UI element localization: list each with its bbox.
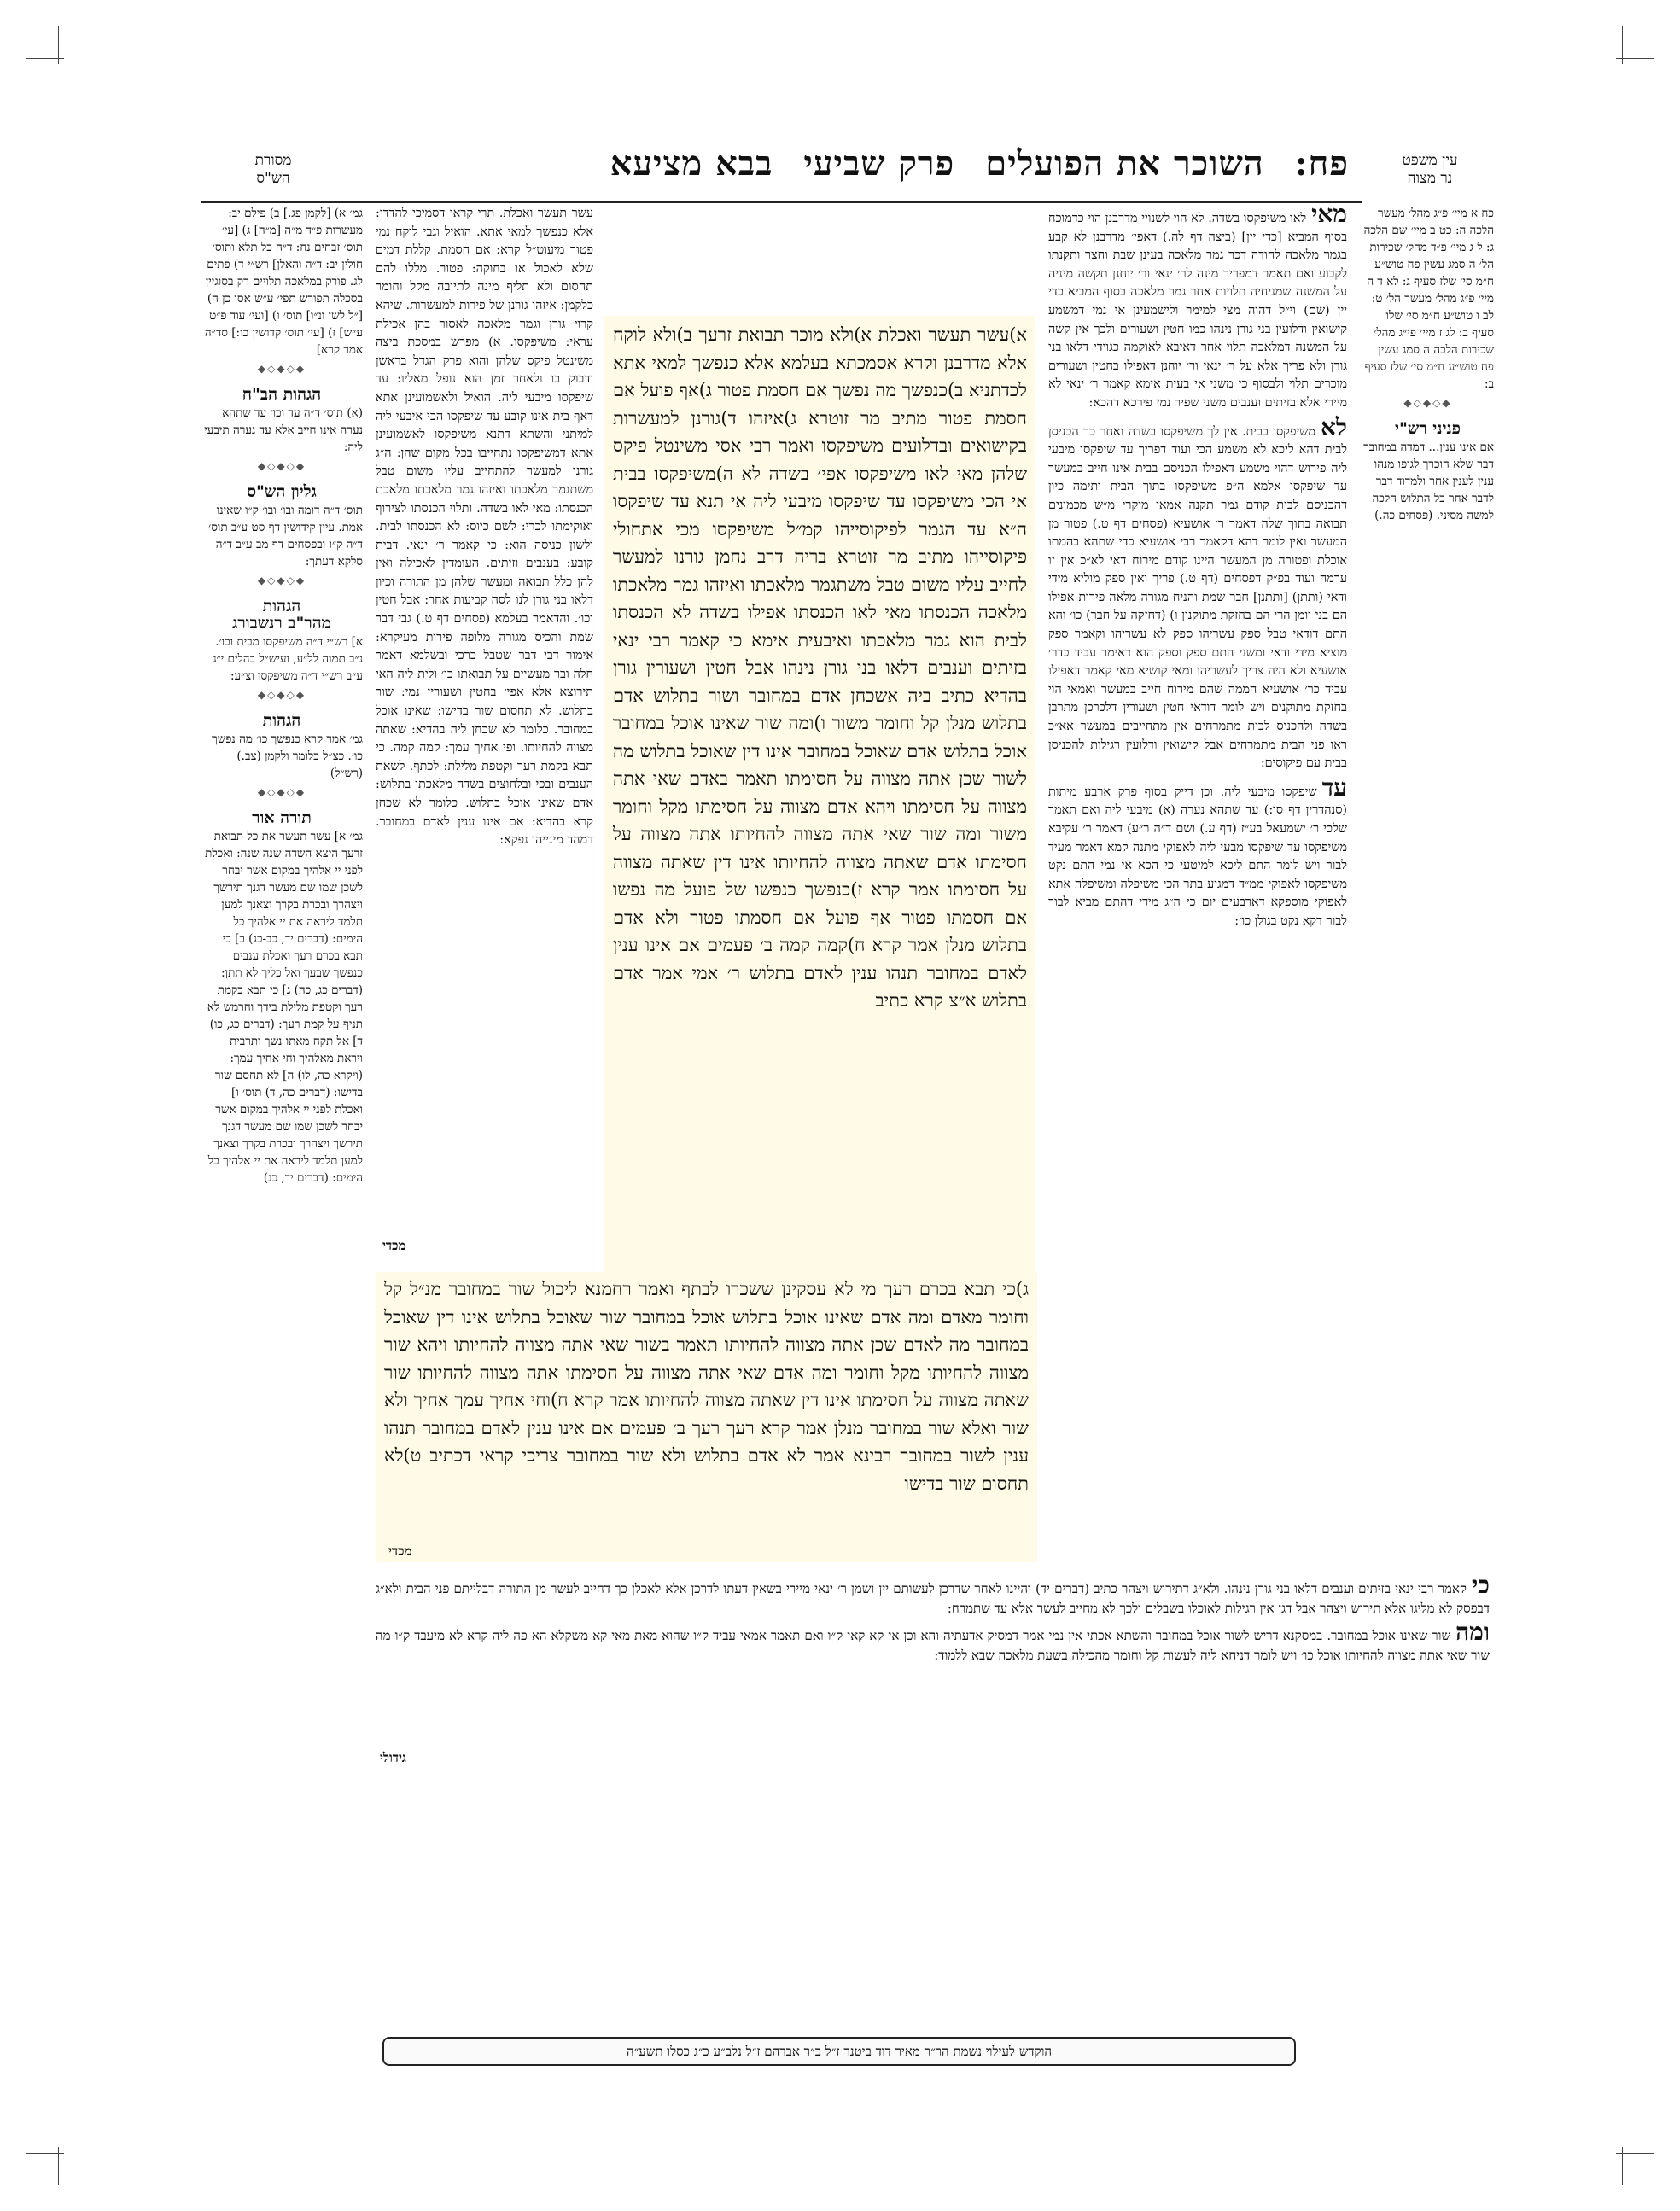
pnei-rashi-text: אם אינו ענין... דמדה במחובר דבר שלא הוכרך לגופו מנהו ענין לענין אחר ולמדוד דבר לדבר אחר כל התלוש הלכה למשה מסיני. (פסחים כה.) <box>1363 440 1494 522</box>
tosafot-lead-word: ומה <box>1455 1618 1490 1646</box>
tosafot-paragraph <box>376 1575 1490 1619</box>
torah-or-text: גמ׳ א] עשר תעשר את כל תבואת זרעך היצא השדה שנה שנה: ואכלת לפני יי אלהיך במקום אשר יבחר לשכן שמו שם מעשר דגנך תירשך ויצהרך ובכרת בקרך וצאנך למען תלמד ליראה את יי אלהיך כל הימים: (דברים יד, כב-כג) ב] כי תבא בכרם רעך ואכלת ענבים כנפשך שבעך ואל כליך לא תתן: (דברים כג, כה) ג] כי תבא בקמת רעך וקטפת מלילת בידך וחרמש לא תניף על קמת רעך: (דברים כג, כו) ד] אל תקח מאתו נשך ותרבית ויראת מאלהיך וחי אחיך עמך: (ויקרא כה, לו) ה] לא תחסם שור בדישו: (דברים כה, ד) תוס׳ ו] ואכלת לפני יי אלהיך במקום אשר יבחר לשכן שמו שם מעשר דגנך תירשך ויצהרך ובכרת בקרך וצאנך למען תלמד ליראה את יי אלהיך כל הימים: (דברים יד, כג) <box>205 830 363 1185</box>
hagahot-title: הגהות <box>262 711 301 730</box>
ein-mishpat-title: עין משפט נר מצוה <box>1402 152 1458 187</box>
tosafot-text: שיפקסו מיבעי ליה. וכן דייק בסוף פרק ארבע מיתות (סנהדרין דף סו:) עד שתהא נערה (א) מיבעי ליה ואם תאמר שלכי ר׳ ישמעאל בע״ז (דף ע.) ושם ד״ה ר״ע) דאמר ר׳ עקיבא משיפקסו עד שיפקסו מבעי ליה לאפוקי מתנה קמא דאמר מעיד לבור ויש לומר התם ליכא למיטעי כי הכא אי נמי התם נקט משיפקסו לאפוקי ממ״ד דמגיע בתר הכי משיפלה ומשיפלה אתא לאפוקי מוספקא דארבעים יום כי ה״ג מידי דהתם מביא לבור לבור דקא נקט בגולן כו׳: <box>1048 785 1347 928</box>
gemara-main-text: א)עשר תעשר ואכלת א)ולא מוכר תבואת זרעך ב)ולא לוקח אלא מדרבנן וקרא אסמכתא בעלמא אלא כנפשך למאי אתא לכדתניא ב)כנפשך מה נפשך אם חסמת פטור ג)אף פועל אם חסמת פטור מתיב מר זוטרא ג)איזהו ד)גורנן למעשרות בקישואים ובדלועים משיפקסו ואמר רבי אסי משינטל פיקס שלהן מאי לאו משיפקסו אפי׳ בשדה לא ה)משיפקסו בבית אי הכי משיפקסו עד שיפקסו מיבעי ליה אי תנא עד שיפקסו ה״א עד הגמר לפיקוסייהו קמ״ל משיפקסו מכי אתחולי פיקוסייהו מתיב מר זוטרא בריה דרב נחמן גורנו למעשר לחייב עליו משום טבל משתגמר מלאכתו ואיזהו גמר מלאכתו מלאכה הכנסתו מאי לאו הכנסתו אפילו בשדה לא הכנסתו לבית הוא גמר מלאכתו ואיבעית אימא כי קאמר רבי ינאי בזיתים וענבים דלאו בני גורן נינהו אבל חטין ושעורין גורן בהדיא כתיב ביה אשכחן אדם במחובר ושור בתלוש אדם בתלוש מנלן קל וחומר משור ו)ומה שור שאינו אוכל במחובר אוכל בתלוש אדם שאוכל במחובר אינו דין שאוכל בתלוש מה לשור שכן אתה מצווה על חסימתו תאמר באדם שאי אתה מצווה על חסימתו ויהא אדם מצווה על חסימתו מקל וחומר משור ומה שור שאי אתה מצווה להחיותו אתה מצווה על חסימתו אדם שאתה מצווה להחיותו אינו דין שאתה מצווה על חסימתו אמר קרא ז)כנפשך כנפשו של פועל מה נפשו אם חסמתו פטור אף פועל אם חסמתו פטור ולא אדם בתלוש מנלן אמר קרא ח)קמה קמה ב׳ פעמים אם אינו ענין לאדם במחובר תנהו ענין לאדם בתלוש ר׳ אמי אמר אדם בתלוש א״צ קרא כתיב <box>604 316 1035 1298</box>
tosafot-text: משיפקסו בבית. אין לך משיפקסו בשדה ואחר כך הכניסן לבית דהא ליכא לא משמע הכי ועוד דפריך עד שיפקסו מיבעי ליה פירוש דהוי משמע דאפילו הכניסם בבית אינו חייב במעשר עד שיפקסו אלמא ה״פ משיפקסו בתוך הבית ותימה כיון דהכניסם לבית קודם גמר תקנה אמאי מיקרי מ״ש מכמונים תבואה בתוך שלה דאמר ר׳ אושעיא (פסחים דף ט.) פטור מן המעשר ואין לומר דהא דקאמר רבי אושעיא כדי שתהא בהמתו אוכלת ופטורה מן המעשר היינו קודם מירוח דאי לא״כ אין זו ערמה ועוד בפ״ק דפסחים (דף ט.) פריך ואין ספק מוליא מידי ודאי (ותתן) [ותתנן] חבר שמת והניח מגורה מלאה פירות אפילו הם בני יומן הרי הם בחזקת מתוקנין ו) (דחזקה על חבר) כו׳ והא התם דודאי טבל ספק עשריהו ספק לא עשריהו וקאמר ספק מוציא מידי ודאי ומשני התם ספק וספק הוא דאימר עביד כדר׳ אושעיא ולא היה צריך לעשריהו ומאי קושיא מאי קאמר דאפילו עביד כר׳ אושעיא הממה שהם מירוח חייב במעשר ואמאי הוי בחזקת מתוקנים ויש לומר דודאי חטין ושעורין דלכרכן מתרבן בשדה ולהכניס לבית מתמרחים אין מתחייבים במעשר אא״כ ראו פני הבית מתמרחים אבל קישואין ודלועין רגילות להכניסן בבית עם פיקוסים: <box>1048 424 1347 771</box>
tosafot-lead-word: מאי <box>1311 205 1347 228</box>
page-header <box>213 143 1349 195</box>
maharshal-text: א] רש״י ד״ה משיפקסו מבית וכו׳. נ״ב תמוה לל״ע, ועיש״ל בהלים י״ג ע״ב רש״י ד״ה משיפקסו וצ״ע: <box>213 635 363 683</box>
ornament-divider: ◆◇◆◇◆ <box>257 786 306 798</box>
tosafot-column <box>1048 205 1347 1562</box>
tosafot-bottom-section <box>376 1575 1490 1703</box>
gilyon-title: גליון הש"ס <box>247 482 317 501</box>
masoret-title: מסורת הש"ס <box>254 152 292 187</box>
tosafot-catchword: גידולי <box>380 1750 406 1765</box>
hagahot-bach-title: הגהות הב"ח <box>242 385 322 404</box>
tosafot-lead-word: עד <box>1321 773 1347 802</box>
chapter-name: השוכר את הפועלים <box>985 143 1264 184</box>
rashi-column <box>376 205 593 1255</box>
hagahot-bach-text: (א) תוס׳ ד״ה עד וכו׳ עד שתהא נערה אינו חייב אלא עד נערה תיבעי ליה: <box>204 406 363 454</box>
chapter-number: פרק שביעי <box>803 143 955 184</box>
ein-mishpat-text: כח א מיי׳ פ״ג מהל׳ מעשר הלכה ה: כט ב מיי׳ שם הלכה ג: ל ג מיי׳ פ״ד מהל׳ שכירות הל׳ ה סמג עשין פח טוש״ע ח״מ סי׳ שלז סעיף ג: לא ד ה מיי׳ פ״ג מהל׳ מעשר הל׳ ט: לב ו טוש״ע ח״מ סי׳ שלו סעיף ב: לג ז מיי׳ פי״ג מהל׳ שכירות הלכה ה סמג עשין פח טוש״ע ח״מ סי׳ שלז סעיף ב: <box>1363 207 1494 391</box>
tractate-name: בבא מציעא <box>610 143 773 184</box>
ornament-divider: ◆◇◆◇◆ <box>257 460 306 472</box>
tosafot-text: שור שאינו אוכל במחובר. במסקנא דריש לשור אוכל במחובר והשתא אכתי אין נמי אמר דמסיק אדעתיה והא וכן אי קא קאי ק״ו ואם תאמר אמאי עביד ק״ו שהוא מאת מאי קא משקלא הא פה ליה קרא לא מיעבד ק״ו מה שור שאי אתה מצווה להחיותו אוכל כו׳ ויש לומר דניחא ליה לעשות קל וחומר מהכילה בשעת מלאכה שבא ללמוד: <box>376 1628 1490 1663</box>
tosafot-text: לאו משיפקסו בשדה. לא הוי לשנויי מדרבנן הוי כדמוכח בסוף המביא [כדי יין] (ביצה דף לה.) דאפי׳ מדרבנן לא קבע בגמר מלאכה לחודה דכר גמר מלאכה בעינן שבת וחצר ותקנתו לקבוע ואם תאמר דמפריך מינה לר׳ ינאי ור׳ יוחנן תקשה מיניה על המשנה שמניחיה תלויות אחר גמר מלאכה בסוף המביא כדי יין (שם) וי״ל דהוה מצי למימר ולישמעינן אי נמי דמשמע קישואין ודלועין בני גורן נינהו כמו חטין ושעורים ולכך אין קשה על המשנה דמלאכה תלוי אחר דאיבא לאוקמה כגוידי דלאו בני גורן ולא פריך אלא על ר׳ ינאי ור׳ יוחנן דאפילו בחטין ושעורים מוכרים תלוי ולבסוף כי משני אי בעית אימא קאמר ר׳ ינאי לא מיירי אלא בזיתים וענבים משני שפיר נמי פירכא דהכא: <box>1048 212 1347 410</box>
tosafot-text: קאמר רבי ינאי בזיתים וענבים דלאו בני גורן נינהו. ולא״ג דתירוש ויצהר כתיב (דברים יד) והיינו לאחר שדרכן לעשותם יין ושמן ר׳ ינאי מיירי בשאין דעתו לדרכן אלא לאכלן כך דחייב לעשר מן התורה דבלייתם פני הבית ולא״ג דבפסק לא מליגו אלא תירוש ויצהר אבל דגן אין רגילות לאוכלו בשבלים ולכך לא מחייב לעשר אלא עד שתמרח: <box>376 1581 1490 1616</box>
folio-number: פח: <box>1294 143 1349 184</box>
ornament-divider: ◆◇◆◇◆ <box>1403 397 1452 409</box>
gemara-catchword: מכדי <box>388 1543 412 1559</box>
rashi-text: עשר תעשר ואכלת. תרי קראי דסמיכי להדדי: אלא כנפשך למאי אתא. הואיל וגבי לוקח נמי פטור מיעוט״ל קרא: אם חסמת. קללת דמים שלא לאכול או בחוקה: פטור. מללו להם תחסום ולא תליף מינה לתיובה מקל וחומר כלקמן: איזהו גורנן של פירות למעשרות. שיהא קרוי גורן וגמר מלאכה לאסור בהן אכילת עראי: משיפקסו. א) מפרש במסכת ביצה משינטל פיקס שלהן והוא פרק הגדל בראשן ודבוק בו ולאחר זמן הוא נופל מאליו: עד שיפקסו מיבעי ליה. הואיל ולאשמועינן אתא דאף בית אינו קובע עד שיפקסו הכי איבעי ליה למיתני והשתא דתנא משיפקסו לאשמועינן אתא דמשיפקסו נתחייבו בכל מקום שהן: ה״ג גורנו למעשר להתחייב עליו משום טבל משתגמר מלאכתו ואיזהו גמר מלאכתו מלאכת הכנסתו: מאי לאו בשדה. ותלוי הכנסתו לצירוף ואוקימתו לכרי: לשם כיוס: לא הכנסתו לבית. ולשון כניסה הוא: כי קאמר ר׳ ינאי. דבית קובע: בענבים וזיתים. העומדין לאכילה ואין להן כלל תבואה ומעשר שלהן מן התורה וכיון דלאו בני גורן לנו לסה קביעות אחר: אבל חטין וכו׳. והדאמר בעלמא (פסחים דף ט.) גבי דבר שמת והכיס מגורה מלופה פירות מעיקרא: אימור דבי דבר שטבל כרכי ובשלמא דאמר חלה ובר מעשיים על תבואתו כו׳ ולית ליה האי תירוצא אלא אפי׳ בחטין ושעורין נמי: שור בתלוש. לא תחסום שור בדישו: שאינו אוכל במחובר. כלומר לא שכחן ליה בהדיא: שאתה מצווה להחיותו. ופי אחיך עמך: קמה קמה. כי תבא בקמת רעך וקטפת מלילת: לכתף. לשאת הענבים ובכי ובלחוצים בשדה מלאכתו בתלוש: אדם שאינו אוכל בתלוש. כלומר לא שכחן קרא בהדיא: אם אינו ענין לאדם במחובר. דמהד מינייהו נפקא: <box>376 207 593 848</box>
header-rule <box>201 201 1362 203</box>
page-title <box>580 143 1349 184</box>
masoret-column <box>201 205 363 1861</box>
gilyon-text: תוס׳ ד״ה דומה ובו׳ ובו׳ ק״ו שאינו אמת. עיין קידושין דף סט ע״ב תוס׳ ד״ה ק״ו ובפסחים דף מב ע״ב ד״ה סלקא דעתך: <box>208 504 363 569</box>
ornament-divider: ◆◇◆◇◆ <box>257 363 306 375</box>
tosafot-lead-word: כי <box>1471 1575 1490 1599</box>
pnei-rashi-title: פניני רש"י <box>1395 419 1461 438</box>
tosafot-paragraph <box>376 1618 1490 1666</box>
tosafot-paragraph <box>1048 412 1347 773</box>
gemara-continuation-text: ג)כי תבא בכרם רעך מי לא עסקינן ששכרו לבתף ואמר רחמנא ליכול שור במחובר מנ״ל קל וחומר מאדם ומה אדם שאינו אוכל בתלוש אוכל במחובר שור שאוכל בתלוש אינו דין שאוכל במחובר מה לאדם שכן אתה מצווה להחיותו תאמר בשור שאי אתה מצווה להחיותו ויהא שור מצווה להחיותו מקל וחומר ומה אדם שאי אתה מצווה על חסימתו אתה מצווה להחיותו שור שאתה מצווה על חסימתו אינו דין שאתה מצווה להחיותו אמר קרא ח)וחי אחיך עמך אחיך ולא שור ואלא שור במחובר מנלן אמר קרא רעך רעך ב׳ פעמים אם אינו ענין לאדם במחובר תנהו ענין לשור במחובר רבינא אמר לא אדם בתלוש ולא שור במחובר צריכי קראי דכתיב ט)לא תחסום שור בדישו <box>376 1272 1037 1562</box>
tosafot-paragraph <box>1048 205 1347 413</box>
ornament-divider: ◆◇◆◇◆ <box>257 575 306 586</box>
ein-mishpat-column <box>1362 205 1494 649</box>
ornament-divider: ◆◇◆◇◆ <box>257 689 306 701</box>
rashi-catchword: מכדי <box>382 1238 406 1253</box>
maharshal-title: הגהות מהר"ב רנשבורג <box>232 597 331 633</box>
dedication-box: הוקדש לעילוי נשמת הר״ר מאיר דוד ביטנר ז״ל ב״ר אברהם ז״ל נלב״ע כ״ג כסלו תשע״ה <box>382 2037 1296 2066</box>
masoret-text: גמ׳ א) [לקמן פג.] ב) פילם יב: מעשרות פ״ד מ״ה [מ״ה] ג) [עי׳ תוס׳ זבחים נח: ד״ה כל תלא ותוס׳ חולין יב: ד״ה והאלן] רש״י ד) פתים לג. פורק במלאכה תלויים רק בסוגיין בסכלה תפורש תפי׳ ע״ש אסו כן ה) [״ל לשן ונ״ו] תוס׳ ו) [ועי׳ עוד פ״ט ע״ש] ז) [עי׳ תוס׳ קדושין כו:] סד״ה אמר קרא] <box>204 207 363 357</box>
tosafot-lead-word: לא <box>1320 412 1347 441</box>
torah-or-title: תורה אור <box>252 808 312 827</box>
tosafot-paragraph <box>1048 773 1347 931</box>
hagahot-text: גמ׳ אמר קרא כנפשך כו׳ מה נפשך כו׳. כצ״ל כלומר ולקמן (צב.) (רש״ל) <box>212 732 363 780</box>
